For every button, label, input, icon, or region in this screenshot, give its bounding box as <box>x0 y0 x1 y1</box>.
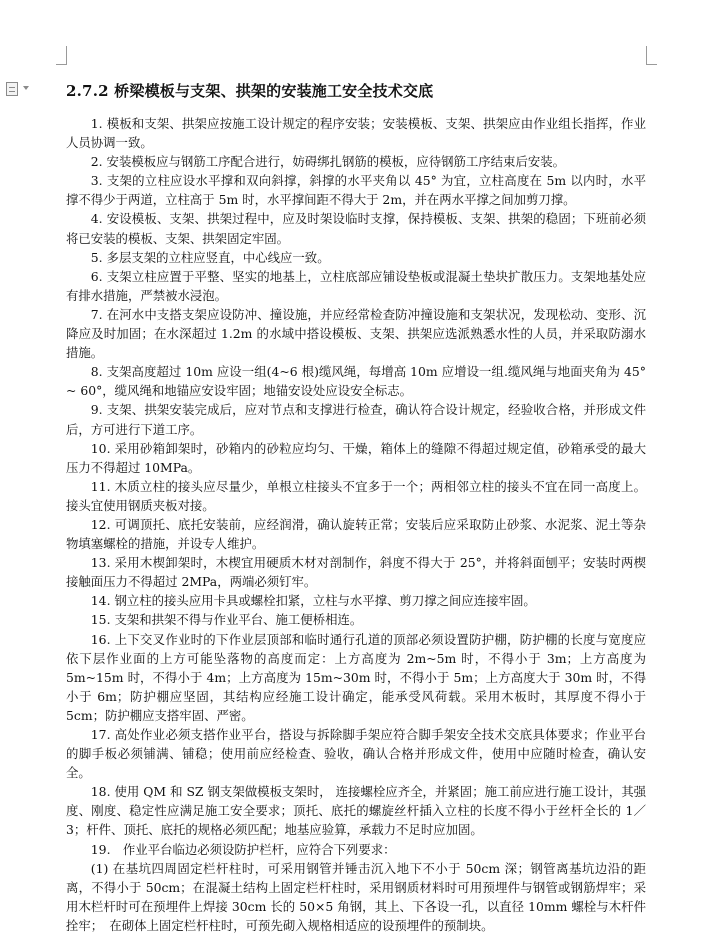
paragraph: 6. 支架立柱应置于平整、坚实的地基上，立柱底部应铺设垫板或混凝土垫块扩散压力。支架地基处应有排水措施，严禁被水浸泡。 <box>66 268 646 303</box>
page-corner-mark-left <box>56 46 67 65</box>
paragraph: 2. 安装模板应与钢筋工序配合进行，妨碍绑扎钢筋的模板，应待钢筋工序结束后安装。 <box>90 154 566 170</box>
paragraph: 4. 安设模板、支架、拱架过程中，应及时架设临时支撑，保持模板、支架、拱架的稳固；下班前必须将已安装的模板、支架、拱架固定牢固。 <box>66 211 646 246</box>
paragraph: 13. 采用木楔卸架时，木楔宜用硬质木材对剖制作，斜度不得大于 25°，并将斜面刨平；安装时两楔接触面压力不得超过 2MPa，两端必须钉牢。 <box>66 555 646 590</box>
paragraph: (1) 在基坑四周固定栏杆柱时，可采用钢管并锤击沉入地下不小于 50cm 深；钢管离基坑边沿的距离，不得小于 50cm；在混凝土结构上固定栏杆柱时，采用钢质材料时可用预埋件与钢管或钢筋焊牢；采用木栏杆时可在预埋件上焊接 30cm 长的 50×5 角钢，其上、下各设一孔，以直径 10mm 螺栓与木杆件拴牢； 在砌体上固定栏杆柱时，可预先砌入规格相适应的设预埋件的预制块。 <box>66 860 646 933</box>
paragraph: 17. 高处作业必须支搭作业平台，搭设与拆除脚手架应符合脚手架安全技术交底具体要求；作业平台的脚手板必须铺满、铺稳；使用前应经检查、验收，确认合格并形成文件，使用中应随时检查，确认安全。 <box>66 727 646 781</box>
paragraph: 19. 作业平台临边必须设防护栏杆，应符合下列要求： <box>90 841 396 857</box>
paragraph: 12. 可调顶托、底托安装前，应经润滑，确认旋转正常；安装后应采取防止砂浆、水泥浆、泥土等杂物填塞螺栓的措施，并设专人维护。 <box>66 516 646 552</box>
paragraph: 5. 多层支架的立柱应竖直，中心线应一致。 <box>90 249 330 265</box>
section-heading: 2.7.2 桥梁模板与支架、拱架的安装施工安全技术交底 <box>66 82 434 100</box>
chevron-down-icon[interactable] <box>23 86 29 90</box>
paragraph: 9. 支架、拱架安装完成后，应对节点和支撑进行检查，确认符合设计规定，经验收合格，并形成文件后，方可进行下道工序。 <box>66 402 646 437</box>
paragraph: 15. 支架和拱架不得与作业平台、施工便桥相连。 <box>90 612 363 628</box>
page-corner-mark-right <box>646 46 657 65</box>
document-body <box>66 114 646 935</box>
paragraph: 18. 使用 QM 和 SZ 钢支架做模板支架时， 连接螺栓应齐全，并紧固；施工前应进行施工设计，其强度、刚度、稳定性应满足施工安全要求；顶托、底托的螺旋丝杆插入立柱的长度不得小于丝杆全长的 1／3；杆件、顶托、底托的规格必须匹配；地基应验算，承载力不足时应加固。 <box>66 784 646 838</box>
paragraph: 10. 采用砂箱卸架时，砂箱内的砂粒应均匀、干燥，箱体上的缝隙不得超过规定值，砂箱承受的最大压力不得超过 10MPa。 <box>66 440 646 475</box>
document-icon[interactable] <box>6 82 18 96</box>
paragraph: 14. 钢立柱的接头应用卡具或螺栓扣紧，立柱与水平撑、剪刀撑之间应连接牢固。 <box>90 593 536 609</box>
paragraph: 3. 支架的立柱应设水平撑和双向斜撑，斜撑的水平夹角以 45° 为宜，立柱高度在 5m 以内时，水平撑不得少于两道，立柱高于 5m 时，水平撑间距不得大于 2m，并在两水平撑之间加剪刀撑。 <box>66 173 646 208</box>
paragraph: 7. 在河水中支搭支架应设防冲、撞设施，并应经常检查防冲撞设施和支架状况，发现松动、变形、沉降应及时加固；在水深超过 1.2m 的水域中搭设模板、支架、拱架应选派熟悉水性的人员，并采取防溺水措施。 <box>66 306 646 361</box>
paragraph: 16. 上下交叉作业时的下作业层顶部和临时通行孔道的顶部必须设置防护棚，防护棚的长度与宽度应依下层作业面的上方可能坠落物的高度而定：上方高度为 2m~5m 时，不得小于 3m；上方高度为 5m~15m 时，不得小于 4m；上方高度为 15m~30m 时，不得小于 5m；上方高度大于 30m 时，不得小于 6m；防护棚应坚固，其结构应经施工设计确定，能承受风荷载。采用木板时，其厚度不得小于 5cm；防护棚应支搭牢固、严密。 <box>66 631 646 723</box>
paragraph: 11. 木质立柱的接头应尽量少，单根立柱接头不宜多于一个；两相邻立柱的接头不宜在同一高度上。接头宜使用钢质夹板对接。 <box>66 478 646 513</box>
paragraph: 1. 模板和支架、拱架应按施工设计规定的程序安装；安装模板、支架、拱架应由作业组长指挥，作业人员协调一致。 <box>66 116 646 151</box>
paragraph: 8. 支架高度超过 10m 应设一组(4~6 根)缆风绳，每增高 10m 应增设一组.缆风绳与地面夹角为 45° ~ 60°，缆风绳和地锚应安设牢固；地锚安设处应设安全标志。 <box>66 364 646 399</box>
